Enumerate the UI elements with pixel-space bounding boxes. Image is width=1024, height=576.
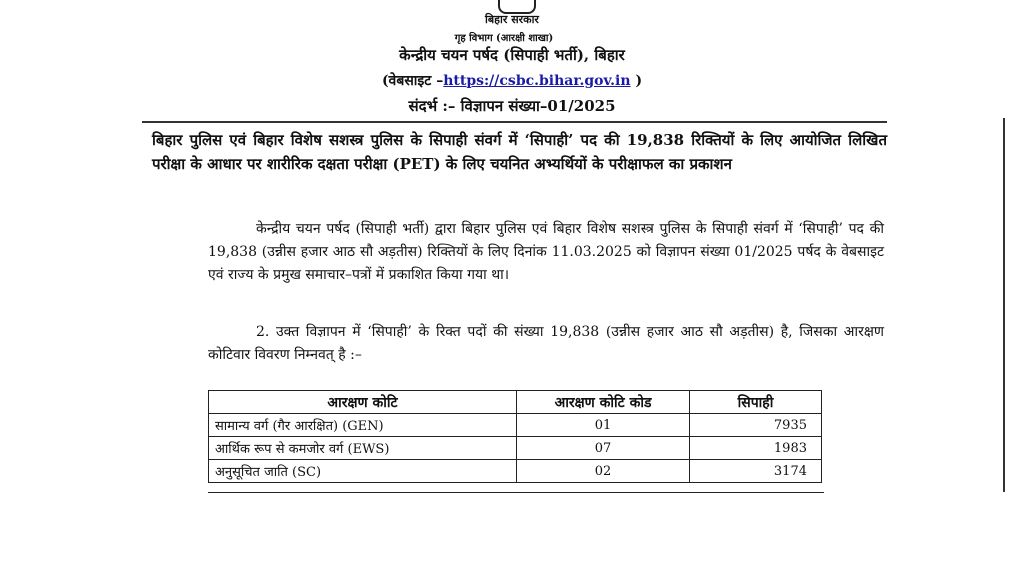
table-row: [209, 460, 822, 483]
paragraph-2: 2. उक्त विज्ञापन में ‘सिपाही’ के रिक्त पदों की संख्या 19,838 (उन्नीस हजार आठ सौ अड़तीस) है, जिसका आरक्षण कोटिवार विवरण निम्नवत् है :–: [208, 324, 884, 363]
website-link[interactable]: https://csbc.bihar.gov.in: [443, 73, 631, 89]
department-name: गृह विभाग (आरक्षी शाखा): [454, 33, 554, 44]
category-cell: अनुसूचित जाति (SC): [209, 460, 517, 483]
website-prefix: (वेबसाइट –: [381, 73, 444, 89]
table-row: [209, 414, 822, 437]
reservation-table: [208, 390, 822, 483]
code-cell: 07: [517, 437, 690, 460]
code-cell: 02: [517, 460, 690, 483]
code-cell: 01: [517, 414, 690, 437]
column-header: सिपाही: [690, 391, 822, 414]
table-row: [209, 437, 822, 460]
count-cell: 3174: [690, 460, 822, 483]
column-header: आरक्षण कोटि कोड: [517, 391, 690, 414]
website-line: [0, 71, 1024, 90]
govt-name: बिहार सरकार: [485, 13, 539, 26]
column-header: आरक्षण कोटि: [209, 391, 517, 414]
paragraph-1: केन्द्रीय चयन पर्षद (सिपाही भर्ती) द्वारा बिहार पुलिस एवं बिहार विशेष सशस्त्र पुलिस के सिपाही संवर्ग में ‘सिपाही’ पद की 19,838 (उन्नीस हजार आठ सौ अड़तीस) रिक्तियों के लिए दिनांक 11.03.2025 को विज्ञापन संख्या 01/2025 पर्षद के वेबसाइट एवं राज्य के प्रमुख समाचार–पत्रों में प्रकाशित किया गया था।: [208, 221, 884, 283]
page-border: [1003, 118, 1005, 492]
header-divider: [142, 121, 887, 123]
count-cell: 1983: [690, 437, 822, 460]
count-cell: 7935: [690, 414, 822, 437]
category-cell: सामान्य वर्ग (गैर आरक्षित) (GEN): [209, 414, 517, 437]
reference-number: संदर्भ :– विज्ञापन संख्या–01/2025: [408, 97, 616, 115]
table-header-row: [209, 391, 822, 414]
category-cell: आर्थिक रूप से कमजोर वर्ग (EWS): [209, 437, 517, 460]
notice-title: बिहार पुलिस एवं बिहार विशेष सशस्त्र पुलिस के सिपाही संवर्ग में ‘सिपाही’ पद की 19,838 रिक्तियों के लिए आयोजित लिखित परीक्षा के आधार पर शारीरिक दक्षता परीक्षा (PET) के लिए चयनित अभ्यर्थियों के परीक्षाफल का प्रकाशन: [152, 131, 887, 173]
board-name: केन्द्रीय चयन पर्षद (सिपाही भर्ती), बिहार: [399, 46, 625, 64]
website-suffix: ): [635, 73, 643, 89]
table-continuation: [208, 492, 824, 499]
